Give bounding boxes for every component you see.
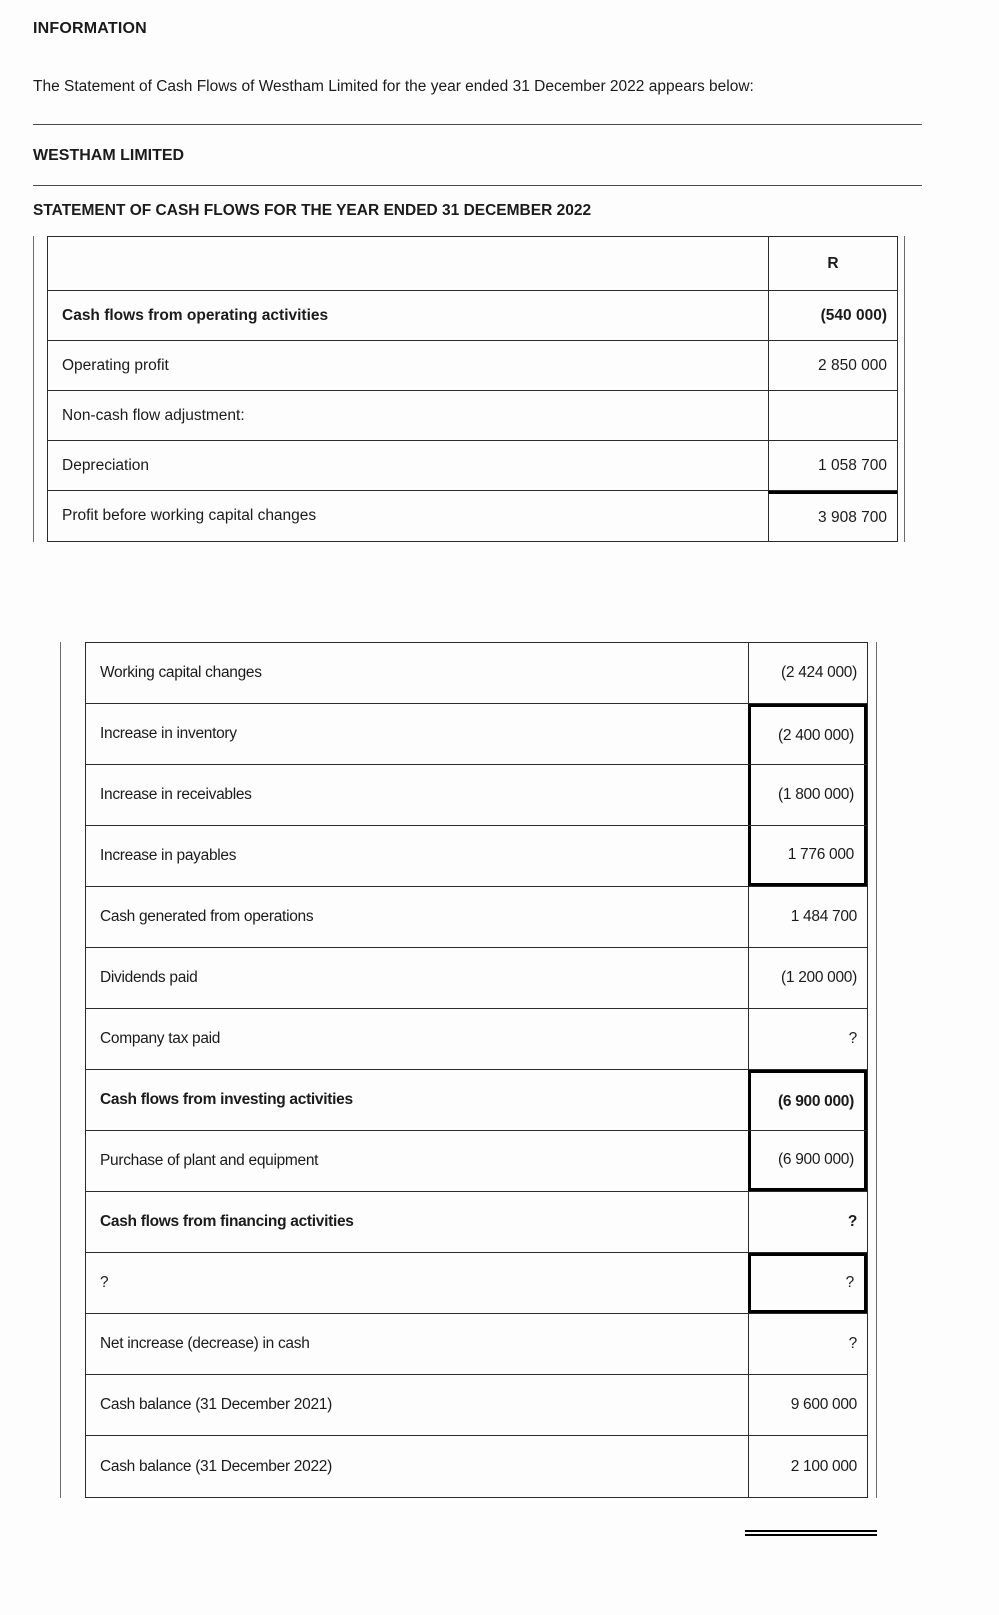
row-label: Non-cash flow adjustment: bbox=[62, 406, 245, 424]
row-label: Increase in receivables bbox=[100, 786, 252, 803]
row-value: ? bbox=[748, 1009, 867, 1069]
row-label: Cash flows from operating activities bbox=[62, 306, 329, 324]
row-value: (540 000) bbox=[768, 291, 897, 340]
divider bbox=[33, 185, 922, 186]
row-value: (2 400 000) bbox=[748, 704, 867, 764]
row-label: Working capital changes bbox=[100, 664, 262, 681]
row-label: Dividends paid bbox=[100, 969, 198, 986]
row-label: Cash generated from operations bbox=[100, 908, 314, 925]
statement-table-continued-body bbox=[86, 643, 867, 1497]
row-label: Net increase (decrease) in cash bbox=[100, 1335, 310, 1352]
currency-header: R bbox=[768, 237, 897, 290]
statement-table bbox=[47, 236, 898, 542]
table-row bbox=[86, 1009, 867, 1070]
row-label: Company tax paid bbox=[100, 1030, 221, 1047]
table-row bbox=[86, 1253, 867, 1314]
table-row bbox=[86, 1436, 867, 1497]
table-row bbox=[48, 291, 897, 341]
row-label: Purchase of plant and equipment bbox=[100, 1152, 319, 1169]
row-value: (2 424 000) bbox=[748, 643, 867, 703]
row-value: 1 776 000 bbox=[748, 826, 867, 886]
row-value: 2 850 000 bbox=[768, 341, 897, 390]
row-label: Depreciation bbox=[62, 456, 150, 474]
row-value: 9 600 000 bbox=[748, 1375, 867, 1435]
statement-table-continued bbox=[85, 642, 868, 1498]
statement-title: STATEMENT OF CASH FLOWS FOR THE YEAR ENDED 31 DECEMBER 2022 bbox=[33, 202, 592, 219]
row-value: 1 058 700 bbox=[768, 441, 897, 490]
table-header-row bbox=[48, 237, 897, 291]
row-value: (1 200 000) bbox=[748, 948, 867, 1008]
row-label: Cash balance (31 December 2022) bbox=[100, 1457, 332, 1475]
table-row bbox=[86, 704, 867, 765]
row-label: Cash balance (31 December 2021) bbox=[100, 1396, 332, 1413]
table-row bbox=[86, 1314, 867, 1375]
table-row bbox=[86, 1131, 867, 1192]
row-label: Increase in payables bbox=[100, 847, 237, 864]
row-value bbox=[768, 391, 897, 440]
row-value: (6 900 000) bbox=[748, 1070, 867, 1130]
table-row bbox=[86, 948, 867, 1009]
row-value: ? bbox=[748, 1192, 867, 1252]
row-value: (6 900 000) bbox=[748, 1131, 867, 1191]
table-row bbox=[48, 341, 897, 391]
table-row bbox=[48, 391, 897, 441]
table-row bbox=[86, 765, 867, 826]
divider bbox=[33, 124, 922, 125]
company-name: WESTHAM LIMITED bbox=[33, 147, 185, 164]
row-value: ? bbox=[748, 1314, 867, 1374]
row-value: 3 908 700 bbox=[768, 491, 897, 541]
statement-table-body bbox=[48, 291, 897, 541]
info-heading: INFORMATION bbox=[33, 20, 147, 37]
table-row bbox=[86, 1192, 867, 1253]
table-row bbox=[48, 491, 897, 541]
table-row bbox=[86, 826, 867, 887]
row-label: Operating profit bbox=[62, 356, 169, 374]
statement-table-frame bbox=[33, 236, 905, 542]
row-label: ? bbox=[100, 1274, 109, 1291]
table-row bbox=[86, 887, 867, 948]
table-row bbox=[48, 441, 897, 491]
row-value: 2 100 000 bbox=[748, 1436, 867, 1497]
row-value: ? bbox=[748, 1253, 867, 1313]
row-label: Cash flows from financing activities bbox=[100, 1213, 354, 1230]
row-label: Increase in inventory bbox=[100, 725, 237, 742]
table-row bbox=[86, 1070, 867, 1131]
row-value: (1 800 000) bbox=[748, 765, 867, 825]
table-row bbox=[86, 643, 867, 704]
closing-double-rule bbox=[745, 1530, 877, 1536]
header-empty-cell bbox=[48, 237, 768, 290]
statement-table-continued-frame bbox=[60, 642, 877, 1498]
table-row bbox=[86, 1375, 867, 1436]
row-label: Cash flows from investing activities bbox=[100, 1091, 353, 1108]
row-value: 1 484 700 bbox=[748, 887, 867, 947]
row-label: Profit before working capital changes bbox=[62, 507, 317, 524]
intro-text: The Statement of Cash Flows of Westham Limited for the year ended 31 December 2022 appears below: bbox=[33, 78, 754, 95]
